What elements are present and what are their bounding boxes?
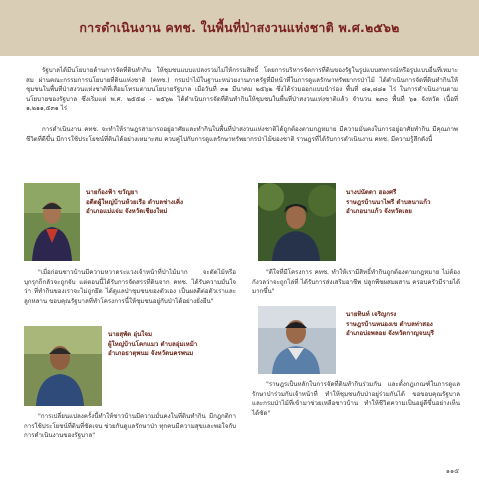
photo-testimonial-1 [24,183,80,261]
intro-paragraph-1: รัฐบาลได้มีนโยบายด้านการจัดที่ดินทำกิน ให้ชุมชนแบบแปลงรวมไม่ให้กรรมสิทธิ์ โดยการบริหารจัดการที่ดินของรัฐในรูปแบบสหกรณ์หรือรูปแบบอื่นที่เหมาะสม ผ่านคณะกรรมการนโยบายที่ดินแห่งชาติ (คทช.) กรมป่าไม้ในฐานะหน่วยงานภาครัฐที่มีหน้าที่ในการดูแลรักษาทรัพยากรป่าไม้ ได้ดำเนินการจัดที่ดินทำกินให้ชุมชนในพื้นที่ป่าสงวนแห่งชาติที่เสื่อมโทรมตามนโยบายรัฐบาล เมื่อวันที่ ๓๑ มีนาคม ๒๕๖๒ ซึ่งได้ร่วมออกแบบนำร่อง พื้นที่ ๘๑,๘๘๑ ไร่ ในการดำเนินงานตามนโยบายของรัฐบาล ซึ่งเริ่มแต่ พ.ศ. ๒๕๕๘ - ๒๕๖๒ ได้ดำเนินการจัดที่ดินทำกินให้ชุมชนในพื้นที่ป่าสงวนแห่งชาติแล้ว จำนวน ๒๓๐ พื้นที่ ๖๑ จังหวัด เนื้อที่ ๑,๒๑๑,๕๓๑ ไร่ [26,67,458,113]
testimonial-1-name-line: นายก้องฟ้า ขวัญยา [86,189,138,196]
testimonial-2-location-line: อำเภอนาแก้ว จังหวัดเลย [346,208,412,216]
testimonial-1-location-line: อำเภอแม่แจ่ม จังหวัดเชียงใหม่ [86,208,168,216]
testimonial-3-location-line: อำเภอธาตุพนม จังหวัดนครพนม [108,350,194,358]
testimonial-3-quote: "การเปลี่ยนแปลงครั้งนี้ทำให้ชาวบ้านมีความมั่นคงในที่ดินทำกิน มีกฎกติกาการใช้ประโยชน์ที่ดินที่ชัดเจน ช่วยกันดูแลรักษาป่า ทุกคนมีความสุขและพอใจกับการดำเนินงานของรัฐบาล" [24,413,237,440]
testimonial-3-name [108,330,238,359]
photo-testimonial-4 [258,306,336,374]
testimonial-1-name [86,188,226,217]
page-title: การดำเนินงาน คทช. ในพื้นที่ป่าสงวนแห่งชาติ พ.ศ.๒๕๖๒ [79,20,400,35]
testimonial-3-title-line: ผู้ใหญ่บ้านโคกแมว ตำบลอุ่มเหม้า [108,340,198,348]
testimonial-2-quote: "ดีใจที่มีโครงการ คทช. ทำให้เรามีสิทธิ์ทำกินถูกต้องตามกฎหมาย ไม่ต้องกังวลว่าจะถูกไล่ที่ ได้รับการส่งเสริมอาชีพ ปลูกพืชผสมผสาน ครอบครัวมีรายได้มากขึ้น" [252,269,460,296]
testimonial-2-name [346,188,466,217]
testimonial-2-name-line: นางปนัดดา ฮองศรี [346,189,397,196]
photo-testimonial-2 [258,183,336,261]
testimonial-3-name-line: นายสุพัต อุ่นใจม [108,331,153,338]
testimonial-4-title-line: ราษฎรบ้านหนองเข ตำบลท่าสอง [346,320,433,328]
testimonial-2-title-line: ราษฎรบ้านนาไพรี ตำบลนาแก้ว [346,198,431,206]
testimonial-4-name-line: นายทินท์ เจริญกรง [346,311,397,318]
testimonial-4-name [346,310,466,339]
photo-testimonial-3 [24,326,102,406]
testimonial-1-title-line: อดีตผู้ใหญ่บ้านห้วยเรือ ตำบลช่างเคิ่ง [86,198,184,206]
testimonial-4-location-line: อำเภอบ่อพลอย จังหวัดกาญจนบุรี [346,330,434,338]
testimonial-1-quote: "เมื่อก่อนชาวบ้านมีความหวาดระแวงเจ้าหน้าที่ป่าไม้มาก จะตัดไม้หรือบุกรุกก็กลัวจะถูกจับ แต่ตอนนี้ได้รับการจัดสรรที่ดินจาก คทช. ได้รับความมั่นใจว่า ที่ทำกินของเราจะไม่ถูกยึด ได้ดูแลป่าชุมชนของตัวเอง เป็นผลดีต่อตัวเราและลูกหลาน ขอบคุณรัฐบาลที่ทำโครงการนี้ให้ชุมชนอยู่กับป่าได้อย่างยั่งยืน" [24,269,236,305]
page-number: ๑๑๕ [445,467,459,475]
intro-paragraph-2: การดำเนินงาน คทช. จะทำให้ราษฎรสามารถอยู่อาศัยและทำกินในพื้นที่ป่าสงวนแห่งชาติได้ถูกต้องตามกฎหมาย มีความมั่นคงในการอยู่อาศัยทำกิน มีคุณภาพชีวิตที่ดีขึ้น มีการใช้ประโยชน์ที่ดินได้อย่างเหมาะสม ควบคู่ไปกับการดูแลรักษาทรัพยากรป่าไม้ของชาติ ราษฎรที่ได้รับการดำเนินงาน คทช. มีความรู้สึกดังนี้ [26,126,458,143]
testimonial-4-quote: "ราษฎรเป็นหลักในการจัดที่ดินทำกินร่วมกัน และตั้งกฎเกณฑ์ในการดูแลรักษาป่าร่วมกับเจ้าหน้าที่ ทำให้ชุมชนกับป่าอยู่ร่วมกันได้ ขอขอบคุณรัฐบาลและกรมป่าไม้ที่เข้ามาช่วยเหลือชาวบ้าน ทำให้ชีวิตความเป็นอยู่ดีขึ้นอย่างเห็นได้ชัด" [252,381,460,417]
